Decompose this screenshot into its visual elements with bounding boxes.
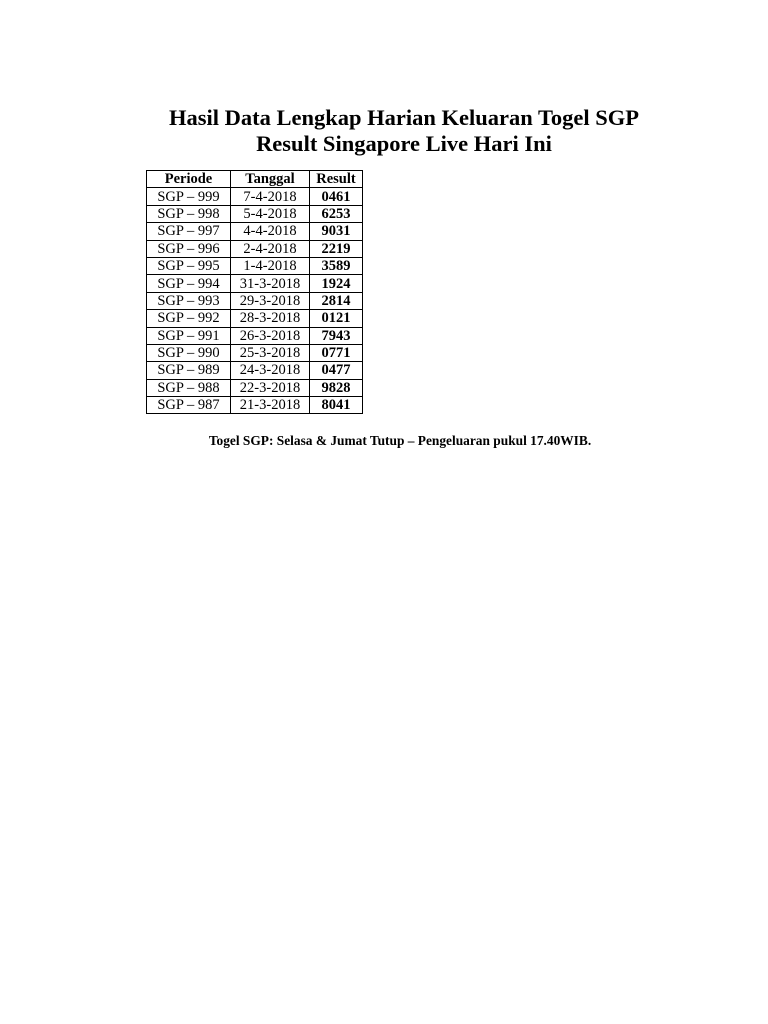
table-row: [147, 292, 363, 309]
periode-cell: SGP – 997: [147, 223, 231, 240]
table-row: [147, 240, 363, 257]
column-header-periode: Periode: [147, 171, 231, 188]
result-cell: 8041: [310, 397, 363, 414]
tanggal-cell: 4-4-2018: [231, 223, 310, 240]
result-cell: 0771: [310, 344, 363, 361]
tanggal-cell: 22-3-2018: [231, 379, 310, 396]
result-cell: 2219: [310, 240, 363, 257]
result-cell: 0477: [310, 362, 363, 379]
column-header-result: Result: [310, 171, 363, 188]
periode-cell: SGP – 993: [147, 292, 231, 309]
results-table: [146, 170, 363, 414]
table-row: [147, 257, 363, 274]
periode-cell: SGP – 992: [147, 310, 231, 327]
table-row: [147, 310, 363, 327]
periode-cell: SGP – 987: [147, 397, 231, 414]
table-row: [147, 188, 363, 205]
table-header-row: [147, 171, 363, 188]
periode-cell: SGP – 991: [147, 327, 231, 344]
table-row: [147, 397, 363, 414]
tanggal-cell: 7-4-2018: [231, 188, 310, 205]
tanggal-cell: 24-3-2018: [231, 362, 310, 379]
tanggal-cell: 28-3-2018: [231, 310, 310, 327]
table-row: [147, 344, 363, 361]
tanggal-cell: 1-4-2018: [231, 257, 310, 274]
page-title: Hasil Data Lengkap Harian Keluaran Togel SGP: [168, 105, 640, 130]
tanggal-cell: 29-3-2018: [231, 292, 310, 309]
tanggal-cell: 31-3-2018: [231, 275, 310, 292]
result-cell: 6253: [310, 205, 363, 222]
result-cell: 0461: [310, 188, 363, 205]
result-cell: 1924: [310, 275, 363, 292]
tanggal-cell: 2-4-2018: [231, 240, 310, 257]
table-row: [147, 205, 363, 222]
result-cell: 7943: [310, 327, 363, 344]
periode-cell: SGP – 999: [147, 188, 231, 205]
periode-cell: SGP – 995: [147, 257, 231, 274]
result-cell: 9828: [310, 379, 363, 396]
periode-cell: SGP – 998: [147, 205, 231, 222]
result-cell: 2814: [310, 292, 363, 309]
periode-cell: SGP – 989: [147, 362, 231, 379]
table-row: [147, 223, 363, 240]
periode-cell: SGP – 994: [147, 275, 231, 292]
page-subtitle: Result Singapore Live Hari Ini: [256, 131, 552, 156]
tanggal-cell: 5-4-2018: [231, 205, 310, 222]
result-cell: 3589: [310, 257, 363, 274]
tanggal-cell: 26-3-2018: [231, 327, 310, 344]
periode-cell: SGP – 988: [147, 379, 231, 396]
schedule-note: Togel SGP: Selasa & Jumat Tutup – Pengeluaran pukul 17.40WIB.: [208, 433, 592, 448]
table-row: [147, 275, 363, 292]
column-header-tanggal: Tanggal: [231, 171, 310, 188]
table-row: [147, 327, 363, 344]
table-row: [147, 362, 363, 379]
tanggal-cell: 21-3-2018: [231, 397, 310, 414]
table-row: [147, 379, 363, 396]
periode-cell: SGP – 996: [147, 240, 231, 257]
result-cell: 9031: [310, 223, 363, 240]
periode-cell: SGP – 990: [147, 344, 231, 361]
tanggal-cell: 25-3-2018: [231, 344, 310, 361]
result-cell: 0121: [310, 310, 363, 327]
